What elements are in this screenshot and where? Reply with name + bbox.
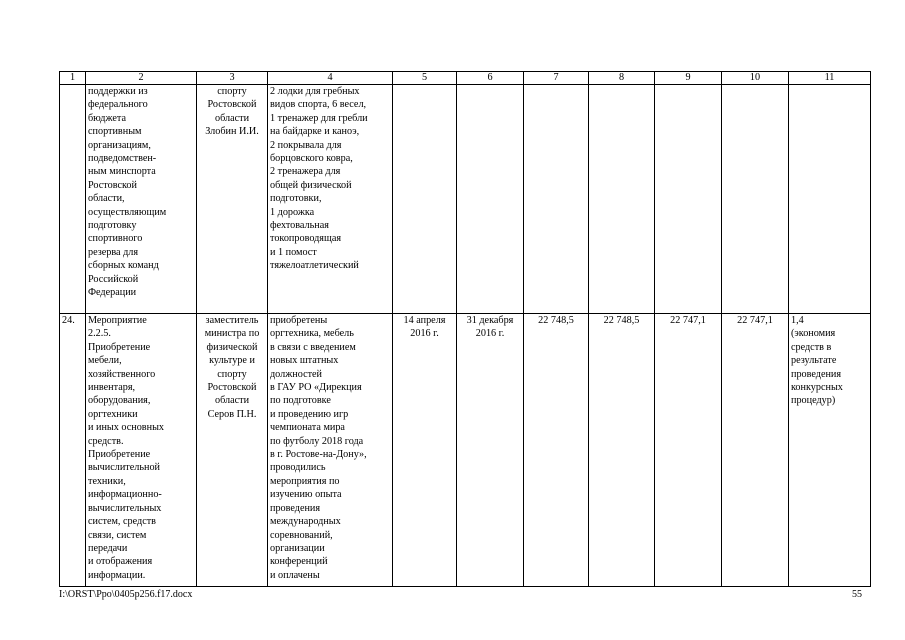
text-line: подведомствен- xyxy=(88,153,157,165)
text-line: на байдарке и каноэ, xyxy=(270,126,360,138)
text-line: федерального xyxy=(88,99,148,111)
text-line: резерва для xyxy=(88,246,139,258)
text-line: 2.2.5. xyxy=(88,328,111,340)
text-line: 2 покрывала для xyxy=(270,139,342,151)
text-line: 2016 г. xyxy=(410,328,439,340)
text-line: Злобин И.И. xyxy=(205,126,259,138)
text-line: и иных основных xyxy=(88,422,165,434)
text-line: 1 дорожка xyxy=(270,206,315,218)
column-number-2: 2 xyxy=(86,72,197,85)
text-line: общей физической xyxy=(270,179,352,191)
empty-cell xyxy=(655,85,722,314)
text-line: бюджета xyxy=(88,112,126,124)
text-line: ным минспорта xyxy=(88,166,156,178)
column-number-1: 1 xyxy=(60,72,86,85)
table-row-24 xyxy=(60,314,871,587)
amount-cell-8: 22 748,5 xyxy=(589,314,655,587)
text-line: 14 апреля xyxy=(403,315,446,326)
empty-cell xyxy=(393,85,457,314)
empty-cell xyxy=(589,85,655,314)
text-line: организации xyxy=(270,542,325,554)
text-line: передачи xyxy=(88,542,128,554)
responsible-cell xyxy=(197,314,268,587)
text-line: приобретены xyxy=(270,315,328,326)
text-line: по подготовке xyxy=(270,395,331,407)
text-line: заместитель xyxy=(205,315,259,326)
text-line: конференций xyxy=(270,556,328,568)
table-row-continued xyxy=(60,85,871,314)
text-line: 2016 г. xyxy=(475,328,505,340)
text-line: и проведению игр xyxy=(270,408,349,420)
text-line: результате xyxy=(791,355,837,367)
text-line: международных xyxy=(270,516,341,528)
text-line: области xyxy=(214,395,250,407)
text-line: Ростовской xyxy=(207,382,257,394)
text-line: мебели, xyxy=(88,355,122,367)
text-line: хозяйственного xyxy=(88,368,156,380)
text-line: видов спорта, 6 весел, xyxy=(270,99,367,111)
text-line: организациям, xyxy=(88,139,151,151)
text-line: средств в xyxy=(791,341,832,353)
text-line: Приобретение xyxy=(88,449,151,461)
text-line: культуре и xyxy=(209,355,255,367)
text-line: спорту xyxy=(217,86,247,97)
responsible-cell xyxy=(197,85,268,314)
column-number-8: 8 xyxy=(589,72,655,85)
header-row xyxy=(60,72,871,85)
text-line: Приобретение xyxy=(88,341,151,353)
savings-note-cell xyxy=(789,314,871,587)
column-number-3: 3 xyxy=(197,72,268,85)
text-line: новых штатных xyxy=(270,355,339,367)
text-line: подготовку xyxy=(88,220,137,232)
text-line: 2 тренажера для xyxy=(270,166,341,178)
report-table xyxy=(59,71,871,587)
text-line: систем, средств xyxy=(88,516,156,528)
text-line: сборных команд xyxy=(88,260,159,272)
text-line: спорту xyxy=(217,368,247,380)
text-line: оргтехники xyxy=(88,408,138,420)
text-line: Ростовской xyxy=(88,179,137,191)
text-line: информации. xyxy=(88,569,146,581)
text-line: Федерации xyxy=(88,287,137,299)
text-line: в ГАУ РО «Дирекция xyxy=(270,382,362,394)
text-line: Ростовской xyxy=(207,99,257,111)
text-line: министра по xyxy=(204,328,260,340)
text-line: Мероприятие xyxy=(88,315,147,326)
amount-cell-9: 22 747,1 xyxy=(655,314,722,587)
text-line: в связи с введением xyxy=(270,341,356,353)
text-line: области xyxy=(214,112,250,124)
text-line: и оплачены xyxy=(270,569,320,581)
text-line: области, xyxy=(88,193,125,205)
text-line: проведения xyxy=(791,368,842,380)
text-line: средств. xyxy=(88,435,124,447)
text-line: и отображения xyxy=(88,556,153,568)
text-line: по футболу 2018 года xyxy=(270,435,364,447)
text-line: информационно- xyxy=(88,489,162,501)
text-line: изучению опыта xyxy=(270,489,342,501)
text-line: Российской xyxy=(88,273,139,285)
text-line: физической xyxy=(206,341,258,353)
text-line: чемпионата мира xyxy=(270,422,345,434)
text-line: процедур) xyxy=(791,395,836,407)
empty-cell xyxy=(457,85,524,314)
text-line: спортивного xyxy=(88,233,143,245)
text-line: вычислительных xyxy=(88,502,162,514)
empty-cell xyxy=(789,85,871,314)
column-number-11: 11 xyxy=(789,72,871,85)
text-line: в г. Ростове-на-Дону», xyxy=(270,449,367,461)
page-number: 55 xyxy=(852,589,862,600)
column-number-7: 7 xyxy=(524,72,589,85)
text-line: борцовского ковра, xyxy=(270,153,353,165)
text-line: должностей xyxy=(270,368,323,380)
text-line: связи, систем xyxy=(88,529,147,541)
text-line: поддержки из xyxy=(88,86,148,97)
amount-cell-7: 22 748,5 xyxy=(524,314,589,587)
text-line: тяжелоатлетический xyxy=(270,260,359,272)
text-line: оргтехника, мебель xyxy=(270,328,354,340)
text-line: 1,4 xyxy=(791,315,804,326)
text-line: фехтовальная xyxy=(270,220,329,232)
text-line: вычислительной xyxy=(88,462,160,474)
text-line: и 1 помост xyxy=(270,246,317,258)
row-number-cell xyxy=(60,85,86,314)
amount-cell-10: 22 747,1 xyxy=(722,314,789,587)
result-cell xyxy=(268,85,393,314)
event-name-cell xyxy=(86,314,197,587)
text-line: конкурсных xyxy=(791,382,843,394)
text-line: техники, xyxy=(88,475,126,487)
text-line: 31 декабря xyxy=(466,315,514,326)
end-date-cell xyxy=(457,314,524,587)
text-line: осуществляющим xyxy=(88,206,167,218)
result-cell xyxy=(268,314,393,587)
column-number-5: 5 xyxy=(393,72,457,85)
empty-cell xyxy=(524,85,589,314)
file-path: I:\ORST\Ppo\0405p256.f17.docx xyxy=(59,589,193,600)
text-line: проведения xyxy=(270,502,321,514)
text-line: инвентаря, xyxy=(88,382,136,394)
text-line: 2 лодки для гребных xyxy=(270,86,360,97)
start-date-cell xyxy=(393,314,457,587)
text-line: проводились xyxy=(270,462,326,474)
text-line: Серов П.Н. xyxy=(207,408,257,420)
text-line: спортивным xyxy=(88,126,142,138)
text-line: мероприятия по xyxy=(270,475,340,487)
empty-cell xyxy=(722,85,789,314)
column-number-6: 6 xyxy=(457,72,524,85)
event-name-cell xyxy=(86,85,197,314)
text-line: токопроводящая xyxy=(270,233,342,245)
row-number-cell: 24. xyxy=(60,314,86,587)
column-number-9: 9 xyxy=(655,72,722,85)
column-number-10: 10 xyxy=(722,72,789,85)
text-line: (экономия xyxy=(791,328,836,340)
text-line: 1 тренажер для гребли xyxy=(270,112,368,124)
text-line: оборудования, xyxy=(88,395,151,407)
column-number-4: 4 xyxy=(268,72,393,85)
text-line: подготовки, xyxy=(270,193,322,205)
text-line: соревнований, xyxy=(270,529,333,541)
